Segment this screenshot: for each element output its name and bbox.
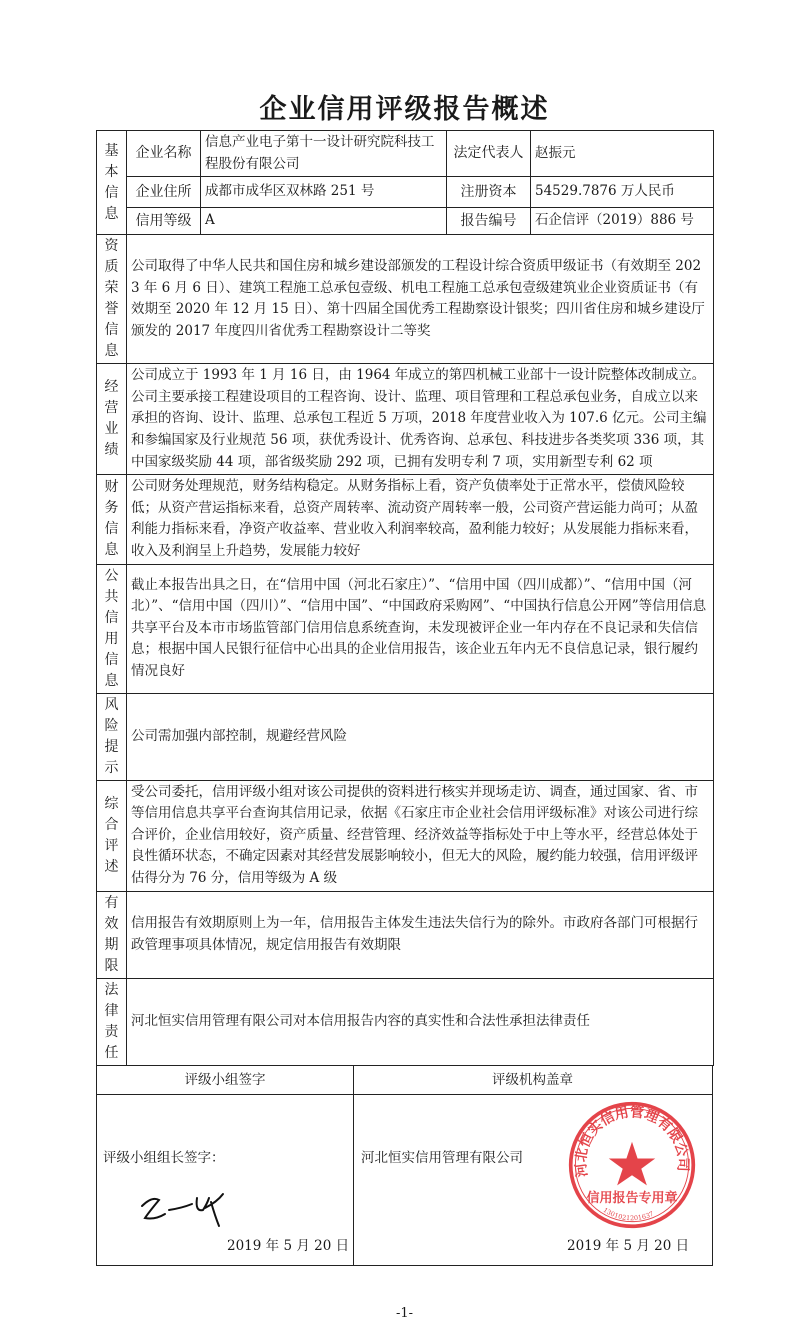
level-label: 信用等级 xyxy=(127,208,201,235)
leader-signature-label: 评级小组组长签字： xyxy=(103,1149,225,1166)
public-credit-text: 截止本报告出具之日，在“信用中国（河北石家庄）”、“信用中国（四川成都）”、“信用中国（河北）”、“信用中国（四川）”、“信用中国”、“中国政府采购网”、“中国执行信息公开网”等信用信息共享平台及本市市场监管部门信用信息系统查询，未发现被评企业一年内存在不良记录和失信信息；根据中国人民银行征信中心出具的企业信用报告，该企业五年内无不良信息记录，银行履约情况良好 xyxy=(127,564,714,693)
section-label: 法律责任 xyxy=(97,978,127,1065)
page-number: -1- xyxy=(395,1305,414,1321)
report-number: 石企信评（2019）886 号 xyxy=(531,208,714,235)
org-name: 河北恒实信用管理有限公司 xyxy=(361,1149,523,1166)
org-date: 2019 年 5 月 20 日 xyxy=(567,1237,690,1254)
finance-text: 公司财务处理规范，财务结构稳定。从财务指标上看，资产负债率处于正常水平，偿债风险较低；从资产营运指标来看，总资产周转率、流动资产周转率一般，公司资产营运能力尚可；从盈利能力指标来看，净资产收益率、营业收入利润率较高，盈利能力较好；从发展能力指标来看，收入及利润呈上升趋势，发展能力较好 xyxy=(127,475,714,564)
section-label: 经营业绩 xyxy=(97,364,127,475)
section-label: 财务信息 xyxy=(97,475,127,564)
performance-text: 公司成立于 1993 年 1 月 16 日，由 1964 年成立的第四机械工业部十一设计院整体改制成立。公司主要承接工程建设项目的工程咨询、设计、监理、项目管理和工程总承包业务，自成立以来承担的咨询、设计、监理、总承包工程近 5 万项，2018 年度营业收入为 107.6 亿元。公司主编和参编国家及行业规范 56 项，获优秀设计、优秀咨询、总承包、科技进步各类奖项 336 项，其中国家级奖励 44 项，部省级奖励 292 项，已拥有发明专利 7 项，实用新型专利 62 项 xyxy=(127,364,714,475)
qualification-text: 公司取得了中华人民共和国住房和城乡建设部颁发的工程设计综合资质甲级证书（有效期至 2023 年 6 月 6 日）、建筑工程施工总承包壹级、机电工程施工总承包壹级建筑业企业资质证书（有效期至 2020 年 12 月 15 日）、第十四届全国优秀工程勘察设计银奖；四川省住房和城乡建设厅颁发的 2017 年度四川省优秀工程勘察设计二等奖 xyxy=(127,235,714,364)
registered-capital: 54529.7876 万人民币 xyxy=(531,177,714,208)
svg-text:河北恒实信用管理有限公司: 河北恒实信用管理有限公司 xyxy=(573,1103,691,1178)
summary-table xyxy=(96,130,714,1066)
summary-text: 受公司委托，信用评级小组对该公司提供的资料进行核实并现场走访、调查，通过国家、省、市等信用信息共享平台查询其信用记录，依据《石家庄市企业社会信用评级标准》对该公司进行综合评价，企业信用较好，资产质量、经营管理、经济效益等指标处于中上等水平，经营总体处于良性循环状态，不确定因素对其经营发展影响较小，但无大的风险，履约能力较强，信用评级评估得分为 76 分，信用等级为 A 级 xyxy=(127,780,714,891)
risk-text: 公司需加强内部控制，规避经营风险 xyxy=(127,693,714,780)
company-address: 成都市成华区双林路 251 号 xyxy=(201,177,447,208)
svg-text:信用报告专用章: 信用报告专用章 xyxy=(586,1190,678,1206)
credit-level: A xyxy=(201,208,447,235)
section-label: 风险提示 xyxy=(97,693,127,780)
section-label: 有效期限 xyxy=(97,891,127,978)
official-stamp xyxy=(567,1100,697,1230)
section-label: 公共信用信息 xyxy=(97,564,127,693)
svg-text:1301021201637: 1301021201637 xyxy=(601,1205,655,1222)
capital-label: 注册资本 xyxy=(447,177,531,208)
section-label: 综合评述 xyxy=(97,780,127,891)
group-date: 2019 年 5 月 20 日 xyxy=(227,1237,350,1254)
report-no-label: 报告编号 xyxy=(447,208,531,235)
name-label: 企业名称 xyxy=(127,131,201,177)
section-label: 资质荣誉信息 xyxy=(97,235,127,364)
org-stamp-header: 评级机构盖章 xyxy=(353,1066,712,1095)
document xyxy=(96,0,713,1341)
company-name: 信息产业电子第十一设计研究院科技工程股份有限公司 xyxy=(201,131,447,177)
legal-text: 河北恒实信用管理有限公司对本信用报告内容的真实性和合法性承担法律责任 xyxy=(127,978,714,1065)
handwritten-signature xyxy=(137,1186,257,1231)
address-label: 企业住所 xyxy=(127,177,201,208)
legal-rep: 赵振元 xyxy=(531,131,714,177)
signature-table xyxy=(96,1066,713,1266)
basic-info-label: 基本信息 xyxy=(97,131,127,235)
validity-text: 信用报告有效期原则上为一年，信用报告主体发生违法失信行为的除外。市政府各部门可根据行政管理事项具体情况，规定信用报告有效期限 xyxy=(127,891,714,978)
rep-label: 法定代表人 xyxy=(447,131,531,177)
group-signature-header: 评级小组签字 xyxy=(97,1066,353,1095)
divider xyxy=(353,1066,354,1265)
document-title: 企业信用评级报告概述 xyxy=(259,94,550,125)
